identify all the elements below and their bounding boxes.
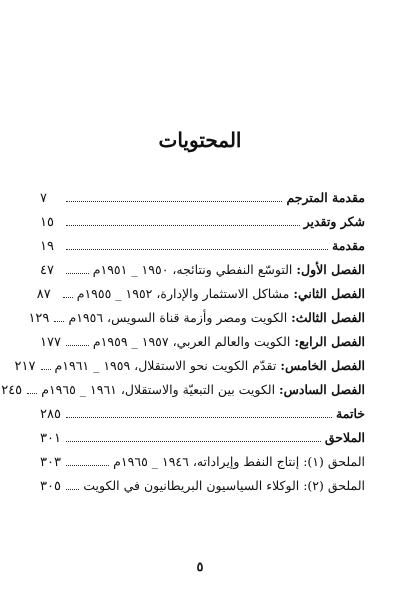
toc-entry-title: الكويت والعالم العربي، ١٩٥٧ _ ١٩٥٩م bbox=[92, 334, 291, 349]
toc-entry-chapter: الملاحق bbox=[324, 430, 365, 445]
dot-leader bbox=[66, 441, 321, 442]
toc-entry[interactable] bbox=[40, 190, 365, 214]
toc-entry-label bbox=[77, 286, 365, 301]
page-title: المحتويات bbox=[158, 128, 242, 152]
dot-leader bbox=[66, 489, 79, 490]
dot-leader bbox=[63, 297, 73, 298]
toc-entry-title: مشاكل الاستثمار والإدارة، ١٩٥٢ _ ١٩٥٥م bbox=[76, 286, 290, 301]
toc-entry[interactable] bbox=[40, 430, 365, 454]
toc-entry-label bbox=[113, 454, 365, 469]
dot-leader bbox=[54, 321, 64, 322]
toc-entry-chapter: الفصل الثالث: bbox=[291, 310, 365, 325]
toc-entry-label bbox=[325, 430, 365, 445]
toc-page-number: ٨٧ bbox=[36, 287, 51, 302]
toc-page-number: ١٥ bbox=[40, 215, 54, 230]
dot-leader bbox=[66, 249, 328, 250]
toc-entry-title: تقدّم الكويت نحو الاستقلال، ١٩٥٩ _ ١٩٦١م bbox=[54, 358, 277, 373]
toc-entry-chapter: الفصل الأول: bbox=[296, 262, 365, 277]
toc-entry[interactable] bbox=[40, 478, 365, 502]
toc-entry[interactable] bbox=[40, 454, 365, 478]
toc-entry-label bbox=[286, 190, 365, 205]
toc-entry-title: الملحق (١): إنتاج النفط وإيراداته، ١٩٤٦ _ ١٩٦٥م bbox=[113, 454, 365, 469]
dot-leader bbox=[27, 393, 37, 394]
dot-leader bbox=[41, 369, 51, 370]
toc-entry-label bbox=[336, 406, 365, 421]
toc-entry[interactable] bbox=[28, 310, 365, 334]
toc-entry[interactable] bbox=[36, 286, 365, 310]
toc-page-number: ٢١٧ bbox=[14, 359, 36, 374]
toc-entry-chapter: خاتمة bbox=[336, 406, 365, 421]
toc-page-number: ٢٤٥ bbox=[1, 383, 23, 398]
toc-entry-label bbox=[55, 358, 365, 373]
toc-entry[interactable] bbox=[40, 406, 365, 430]
toc-entry[interactable] bbox=[14, 358, 365, 382]
toc-entry[interactable] bbox=[40, 214, 365, 238]
toc-page-number: ٣٠٥ bbox=[40, 479, 61, 494]
dot-leader bbox=[66, 345, 89, 346]
toc-entry-chapter: الفصل الخامس: bbox=[280, 358, 365, 373]
toc-entry[interactable] bbox=[40, 262, 365, 286]
toc-page-number: ٢٨٥ bbox=[40, 407, 61, 422]
toc-entry-title: الكويت ومصر وأزمة قناة السويس، ١٩٥٦م bbox=[68, 310, 288, 325]
page-number-footer: ٥ bbox=[196, 560, 204, 575]
dot-leader bbox=[66, 417, 332, 418]
toc-page-number: ١٢٩ bbox=[28, 311, 50, 326]
toc-page-number: ٧ bbox=[40, 191, 47, 206]
toc-entry-chapter: الفصل الرابع: bbox=[294, 334, 365, 349]
toc-entry-label bbox=[304, 214, 365, 229]
toc-entry-chapter: الفصل السادس: bbox=[279, 382, 365, 397]
toc-entry-chapter: شكر وتقدير bbox=[303, 214, 365, 229]
toc-entry-label bbox=[41, 382, 365, 397]
toc-entry-title: التوسّع النفطي ونتائجه، ١٩٥٠ _ ١٩٥١م bbox=[92, 262, 293, 277]
toc-page-number: ٣٠٣ bbox=[40, 455, 61, 470]
toc-page-number: ١٩ bbox=[40, 239, 54, 254]
toc-entry-title: الملحق (٢): الوكلاء السياسيون البريطانيون في الكويت bbox=[83, 478, 365, 493]
toc-page-number: ٣٠١ bbox=[40, 431, 61, 446]
toc-entry[interactable] bbox=[1, 382, 365, 406]
dot-leader bbox=[66, 225, 300, 226]
toc-page-number: ٤٧ bbox=[40, 263, 54, 278]
dot-leader bbox=[66, 465, 109, 466]
toc-entry-label bbox=[93, 262, 365, 277]
toc-page-number: ١٧٧ bbox=[40, 335, 61, 350]
toc-entry-chapter: مقدمة bbox=[332, 238, 365, 253]
toc-entry-label bbox=[93, 334, 365, 349]
toc-entry-chapter: مقدمة المترجم bbox=[286, 190, 365, 205]
toc-entry-chapter: الفصل الثاني: bbox=[293, 286, 365, 301]
table-of-contents bbox=[1, 190, 365, 502]
toc-entry-title: الكويت بين التبعيّة والاستقلال، ١٩٦١ _ ١٩٦٥م bbox=[41, 382, 276, 397]
dot-leader bbox=[66, 273, 89, 274]
toc-entry[interactable] bbox=[40, 334, 365, 358]
toc-entry-label bbox=[83, 478, 365, 493]
dot-leader bbox=[66, 201, 282, 202]
toc-entry[interactable] bbox=[40, 238, 365, 262]
toc-entry-label bbox=[332, 238, 365, 253]
toc-entry-label bbox=[68, 310, 365, 325]
